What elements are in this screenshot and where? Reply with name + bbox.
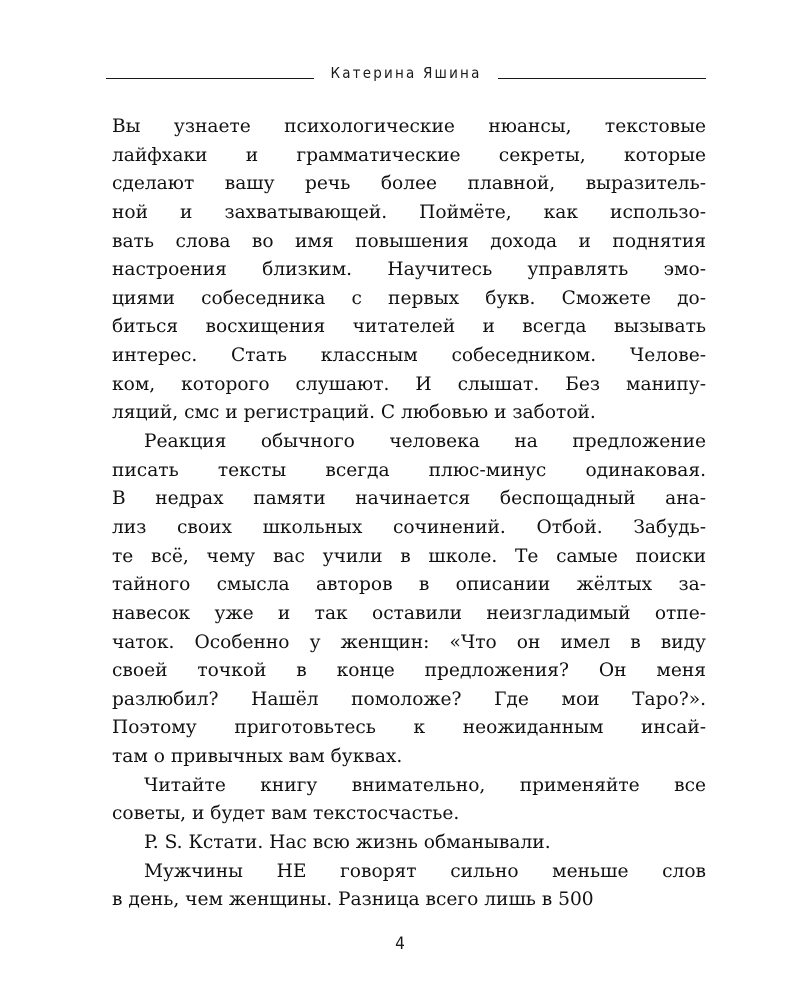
text-line: чаток. Особенно у женщин: «Что он имел в виду: [112, 631, 706, 653]
text-line: Мужчины НЕ говорят сильно меньше слов: [144, 860, 706, 882]
body-text: [112, 113, 706, 915]
text-line: вать слова во имя повышения дохода и поднятия: [112, 230, 706, 252]
text-line: настроения близким. Научитесь управлять эмо-: [112, 259, 706, 281]
text-line: интерес. Стать классным собеседником. Челове-: [112, 345, 706, 367]
text-line: P. S. Кстати. Нас всю жизнь обманывали.: [144, 832, 551, 854]
text-line: лайфхаки и грамматические секреты, которые: [112, 144, 706, 166]
text-line: ком, которого слушают. И слышат. Без манипу-: [112, 373, 706, 395]
text-line: советы, и будет вам текстосчастье.: [112, 803, 460, 825]
text-line: тайного смысла авторов в описании жёлтых за-: [112, 574, 706, 596]
text-line: Реакция обычного человека на предложение: [144, 431, 706, 453]
text-line: сделают вашу речь более плавной, выразитель-: [112, 173, 706, 195]
text-line: навесок уже и так оставили неизгладимый отпе-: [112, 602, 706, 624]
text-line: Вы узнаете психологические нюансы, текстовые: [112, 116, 706, 137]
text-line: те всё, чему вас учили в школе. Те самые поиски: [112, 545, 706, 567]
text-line: Поэтому приготовьтесь к неожиданным инсай-: [112, 717, 706, 739]
text-line: В недрах памяти начинается беспощадный ана-: [112, 488, 706, 510]
paragraph: [112, 113, 706, 428]
text-line: там о привычных вам буквах.: [112, 746, 403, 768]
header-rule-right: [498, 78, 706, 79]
text-line: Читайте книгу внимательно, применяйте все: [144, 774, 706, 796]
running-header: [106, 62, 706, 90]
text-line: циями собеседника с первых букв. Сможете до-: [112, 287, 706, 309]
text-line: ной и захватывающей. Поймёте, как использо-: [112, 201, 706, 223]
paragraph: [112, 428, 706, 772]
text-line: разлюбил? Нашёл помоложе? Где мои Таро?».: [112, 688, 706, 710]
text-line: писать тексты всегда плюс-минус одинаковая.: [112, 459, 706, 481]
text-line: биться восхищения читателей и всегда вызывать: [112, 316, 706, 338]
paragraph: [112, 829, 706, 858]
author-name: Катерина Яшина: [330, 64, 482, 82]
header-rule-left: [106, 78, 314, 79]
text-line: в день, чем женщины. Разница всего лишь в 500: [112, 889, 594, 911]
paragraph: [112, 858, 706, 915]
paragraph: [112, 772, 706, 829]
text-line: лиз своих школьных сочинений. Отбой. Забудь-: [112, 516, 706, 538]
text-line: ляций, смс и регистраций. С любовью и заботой.: [112, 402, 596, 424]
page-number: 4: [395, 934, 405, 954]
text-line: своей точкой в конце предложения? Он меня: [112, 660, 706, 682]
